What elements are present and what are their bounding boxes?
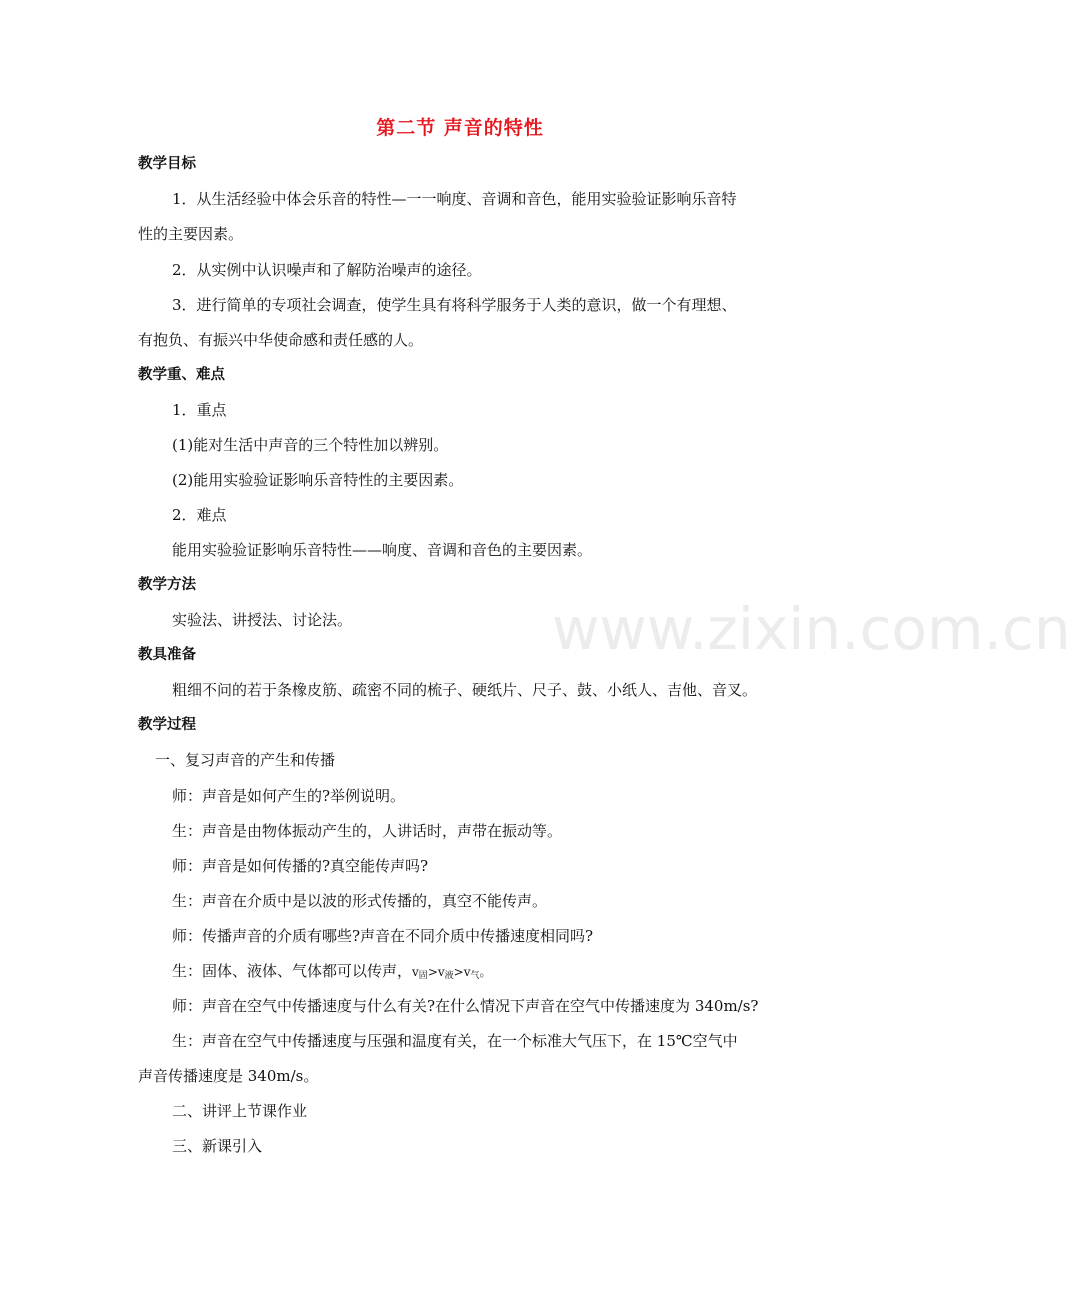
process-part-3: 三、新课引入 [172,1137,263,1155]
heading-process: 教学过程 [138,717,196,733]
process-part-2: 二、讲评上节课作业 [172,1102,308,1120]
dialog-line-4: 生：声音在介质中是以波的形式传播的，真空不能传声。 [172,892,548,910]
dialog-line-8a: 生：声音在空气中传播速度与压强和温度有关，在一个标准大气压下，在 15℃空气中 [172,1032,738,1050]
key-item-1: (1)能对生活中声音的三个特性加以辨别。 [172,436,449,454]
goal-2: 2．从实例中认识噪声和了解防治噪声的途径。 [172,261,482,279]
goal-3-line1: 3．进行简单的专项社会调查，使学生具有将科学服务于人类的意识，做一个有理想、 [172,296,737,314]
greater-than-1: > [427,965,438,979]
heading-methods: 教学方法 [138,577,196,593]
dialog-line-6-text: 生：固体、液体、气体都可以传声， [172,962,413,980]
watermark: www.zixin.com.cn [552,595,1071,663]
key-item-2: (2)能用实验验证影响乐音特性的主要因素。 [172,471,464,489]
tools-text: 粗细不问的若于条橡皮筋、疏密不同的梳子、硬纸片、尺子、鼓、小纸人、吉他、音叉。 [172,681,758,699]
velocity-symbol-3: v [463,965,471,979]
dialog-line-7: 师：声音在空气中传播速度与什么有关?在什么情况下声音在空气中传播速度为 340m/s? [172,997,759,1015]
dialog-line-1: 师：声音是如何产生的?举例说明。 [172,787,406,805]
dialog-line-3: 师：声音是如何传播的?真空能传声吗? [172,857,429,875]
velocity-sub-liquid: 液 [444,971,454,981]
velocity-sub-solid: 固 [418,971,428,981]
dialog-line-8b: 声音传播速度是 340m/s。 [138,1067,319,1085]
key-label: 1．重点 [172,401,227,419]
goal-1-line2: 性的主要因素。 [138,225,244,243]
heading-goals: 教学目标 [138,156,196,172]
difficult-text: 能用实验验证影响乐音特性——响度、音调和音色的主要因素。 [172,541,593,559]
velocity-symbol-2: v [437,965,445,979]
dialog-line-6 [172,961,492,986]
page-title: 第二节 声音的特性 [376,117,544,139]
dialog-line-5: 师：传播声音的介质有哪些?声音在不同介质中传播速度相同吗? [172,927,594,945]
methods-text: 实验法、讲授法、讨论法。 [172,611,353,629]
velocity-symbol-1: v [412,965,419,979]
goal-3-line2: 有抱负、有振兴中华使命感和责任感的人。 [138,331,424,349]
heading-key-points: 教学重、难点 [138,367,225,383]
dialog-line-2: 生：声音是由物体振动产生的，人讲话时，声带在振动等。 [172,822,563,840]
process-part-1: 一、复习声音的产生和传播 [155,751,336,769]
velocity-sub-gas: 气 [470,971,480,981]
goal-1-line1: 1．从生活经验中体会乐音的特性—一一响度、音调和音色，能用实验验证影响乐音特 [172,190,737,208]
period: 。 [479,965,492,979]
difficult-label: 2．难点 [172,506,227,524]
greater-than-2: > [453,965,464,979]
heading-tools: 教具准备 [138,647,196,663]
